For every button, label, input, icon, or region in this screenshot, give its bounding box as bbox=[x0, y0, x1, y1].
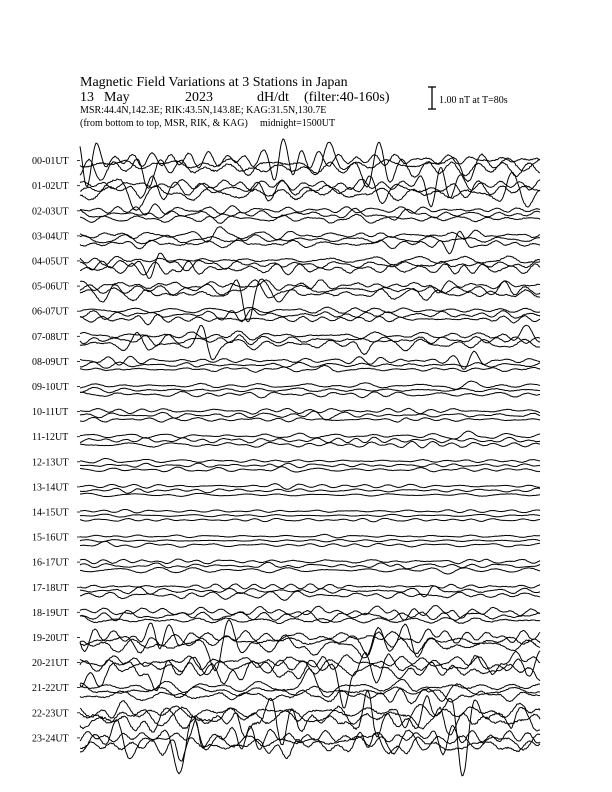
row-label-21-22UT: 21-22UT bbox=[32, 683, 69, 695]
row-label-20-21UT: 20-21UT bbox=[32, 658, 69, 669]
trace-KAG-17-18UT bbox=[80, 584, 540, 589]
row-label-04-05UT: 04-05UT bbox=[32, 256, 69, 268]
trace-RIK-06-07UT bbox=[80, 309, 540, 322]
trace-MSR-12-13UT bbox=[80, 467, 540, 472]
chart-title: Magnetic Field Variations at 3 Stations in Japan bbox=[80, 75, 348, 90]
row-label-17-18UT: 17-18UT bbox=[32, 582, 69, 594]
filter-label: (filter:40-160s) bbox=[304, 90, 390, 105]
date-day: 13 bbox=[80, 90, 94, 105]
trace-MSR-14-15UT bbox=[80, 518, 540, 521]
trace-MSR-20-21UT bbox=[80, 660, 540, 708]
trace-KAG-11-12UT bbox=[80, 431, 540, 439]
trace-MSR-10-11UT bbox=[80, 417, 540, 422]
trace-KAG-06-07UT bbox=[80, 307, 540, 313]
row-label-23-24UT: 23-24UT bbox=[32, 733, 69, 745]
quantity-label: dH/dt bbox=[257, 90, 289, 105]
trace-MSR-11-12UT bbox=[80, 441, 540, 448]
trace-KAG-16-17UT bbox=[80, 559, 540, 564]
trace-RIK-00-01UT bbox=[80, 142, 540, 181]
row-label-14-15UT: 14-15UT bbox=[32, 507, 69, 519]
row-label-09-10UT: 09-10UT bbox=[32, 381, 69, 393]
trace-RIK-05-06UT bbox=[80, 280, 540, 298]
trace-RIK-09-10UT bbox=[80, 387, 540, 392]
trace-MSR-09-10UT bbox=[80, 392, 540, 398]
row-label-07-08UT: 07-08UT bbox=[32, 331, 69, 343]
row-label-11-12UT: 11-12UT bbox=[32, 432, 69, 444]
scale-bar bbox=[428, 87, 508, 109]
trace-MSR-02-03UT bbox=[80, 214, 540, 223]
row-label-02-03UT: 02-03UT bbox=[32, 206, 69, 218]
date-year: 2023 bbox=[185, 90, 213, 105]
order-note: (from bottom to top, MSR, RIK, & KAG) bbox=[80, 118, 248, 129]
row-label-05-06UT: 05-06UT bbox=[32, 281, 69, 293]
scale-label: 1.00 nT at T=80s bbox=[439, 95, 508, 106]
date-month: May bbox=[104, 90, 130, 105]
chart-header bbox=[80, 75, 508, 129]
row-label-00-01UT: 00-01UT bbox=[32, 156, 69, 168]
row-label-10-11UT: 10-11UT bbox=[32, 407, 69, 419]
trace-KAG-14-15UT bbox=[80, 509, 540, 512]
row-label-18-19UT: 18-19UT bbox=[32, 607, 69, 619]
trace-RIK-13-14UT bbox=[80, 488, 540, 493]
trace-KAG-09-10UT bbox=[80, 381, 540, 389]
trace-RIK-08-09UT bbox=[80, 362, 540, 368]
stations-line: MSR:44.4N,142.3E; RIK:43.5N,143.8E; KAG:31.5N,130.7E bbox=[80, 105, 327, 116]
trace-RIK-15-16UT bbox=[80, 539, 540, 542]
trace-RIK-14-15UT bbox=[80, 514, 540, 517]
row-label-13-14UT: 13-14UT bbox=[32, 482, 69, 494]
row-label-08-09UT: 08-09UT bbox=[32, 356, 69, 368]
trace-MSR-13-14UT bbox=[80, 493, 540, 497]
trace-RIK-12-13UT bbox=[80, 463, 540, 467]
trace-RIK-20-21UT bbox=[80, 651, 540, 683]
row-label-22-23UT: 22-23UT bbox=[32, 708, 69, 720]
row-label-01-02UT: 01-02UT bbox=[32, 181, 69, 193]
row-label-19-20UT: 19-20UT bbox=[32, 633, 69, 644]
trace-KAG-13-14UT bbox=[80, 484, 540, 490]
row-label-03-04UT: 03-04UT bbox=[32, 231, 69, 243]
trace-KAG-12-13UT bbox=[80, 458, 540, 463]
trace-KAG-15-16UT bbox=[80, 534, 540, 538]
trace-RIK-04-05UT bbox=[80, 253, 540, 278]
row-label-06-07UT: 06-07UT bbox=[32, 306, 69, 318]
trace-MSR-16-17UT bbox=[80, 567, 540, 574]
midnight-note: midnight=1500UT bbox=[260, 118, 336, 129]
trace-KAG-21-22UT bbox=[80, 668, 540, 697]
trace-RIK-17-18UT bbox=[80, 586, 540, 597]
trace-KAG-23-24UT bbox=[80, 721, 540, 755]
row-label-15-16UT: 15-16UT bbox=[32, 532, 69, 544]
trace-MSR-15-16UT bbox=[80, 541, 540, 547]
trace-KAG-18-19UT bbox=[80, 606, 540, 620]
trace-RIK-18-19UT bbox=[80, 610, 540, 623]
row-label-16-17UT: 16-17UT bbox=[32, 557, 69, 569]
trace-rows bbox=[32, 139, 540, 776]
row-label-12-13UT: 12-13UT bbox=[32, 457, 69, 469]
